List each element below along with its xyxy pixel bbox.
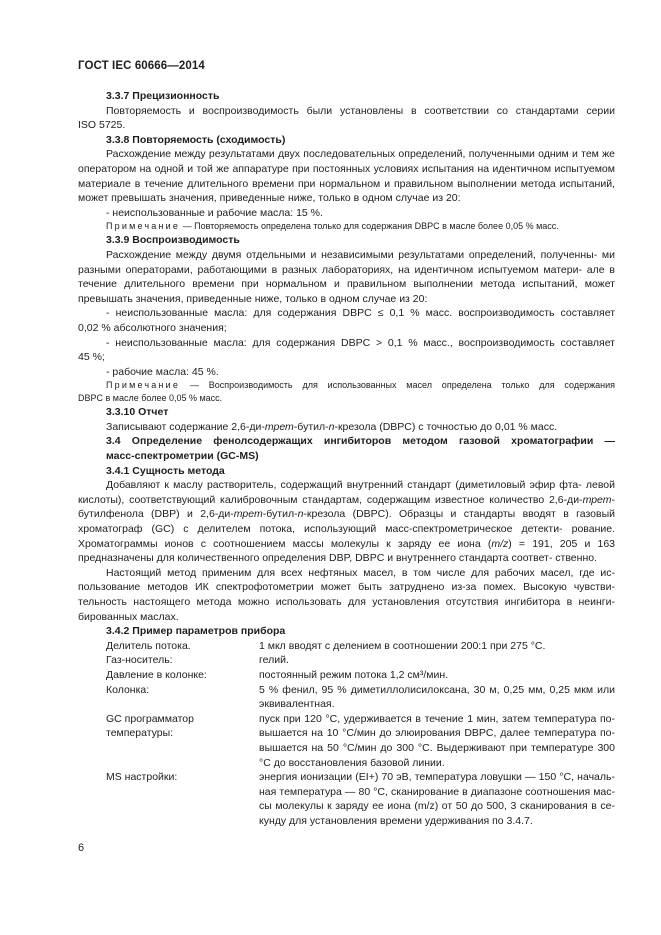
section-3-3-9-bullet-1-end: 0,02 % абсолютного значения; — [78, 321, 227, 334]
section-3-3-8-heading: 3.3.8 Повторяемость (сходимость) — [106, 133, 286, 146]
section-3-3-8-bullet: - неиспользованные и рабочие масла: 15 %. — [106, 206, 323, 219]
param-value: 1 мкл вводят с делением в соотношении 200:1 при 275 °C. — [259, 639, 546, 652]
param-value: пуск при 120 °C, удерживается в течение 1 мин, затем температура по- вышается на 10 °C/мин до элюирования DBPC, далее температура по- вышается на 50 °C/мин до 300 °C. Выдерживают при температуре 300 °C до восстановления базовой линии. — [259, 712, 615, 769]
section-3-3-9-heading: 3.3.9 Воспроизводимость — [106, 234, 240, 247]
param-value: постоянный режим потока 1,2 см³/мин. — [259, 668, 449, 681]
section-3-3-8-note — [78, 220, 615, 233]
note-text: — Воспроизводимость для использованных масел определена только для содержания — [180, 380, 615, 391]
param-value: энергия ионизации (EI+) 70 эВ, температура ловушки — 150 °C, началь- ная температура — 80 °C, сканирование в диапазоне соотношения мас- сы молекулы к заряду ее иона (m/z) от 50 до 500, 3 сканирования в се- кунду для установления времени удерживания по 3.4.7. — [259, 771, 615, 827]
param-label: Газ-носитель: — [106, 654, 173, 667]
section-3-4-1-heading: 3.4.1 Сущность метода — [106, 464, 225, 477]
page-body — [78, 89, 615, 829]
section-3-4-1-paragraph-1: Добавляют к маслу растворитель, содержащий внутренний стандарт (диметиловый эфир фта- левой кислоты), соответствующий калибровочным стандартам, содержащим известное количество 2,6-ди-трет-бутилфенола (DBP) и 2,6-ди-трет-бутил-n-крезола (DBPC). Образцы и стандарты вводят в газовый хроматограф (GC) с делителем потока, использующий масс-спектрометрическое детекти- рование. Хроматограммы ионов с соотношением массы молекулы к заряду ее иона (m/z) = 191, 205 и 163 предназначены для количественного определения DBP, DBPC и внутреннего стандарта соответ- ственно. — [78, 479, 615, 565]
section-3-3-8-paragraph: Расхождение между результатами двух последовательных определений, полученными одним и тем же оператором на одной и той же аппаратуре при постоянных условиях испытания на идентичном испытуемом материале в течение длительного времени при нормальном и правильном выполнении метода испытаний, может превышать значения, приведенные ниже, только в одном случае из 20: — [78, 148, 615, 205]
table-row — [106, 639, 615, 654]
param-label: Делитель потока. — [106, 639, 191, 652]
note-label: Примечание — [106, 380, 181, 391]
section-3-3-7-heading: 3.3.7 Прецизионность — [106, 90, 220, 102]
param-label: Колонка: — [106, 683, 150, 696]
table-row — [106, 770, 615, 828]
section-3-3-9-bullet-1: - неиспользованные масла: для содержания DBPC ≤ 0,1 % масс. воспроизводимость составляет — [106, 307, 615, 320]
note-label: Примечание — [106, 221, 181, 232]
param-value: 5 % фенил, 95 % диметиллолисилоксана, 30 м, 0,25 мм, 0,25 мкм или эквивалентная. — [259, 683, 615, 711]
param-label: Давление в колонке: — [106, 668, 207, 681]
section-3-3-10-text: Записывают содержание 2,6-ди-трет-бутил-n-крезола (DBPC) с точностью до 0,01 % масс. — [106, 420, 558, 433]
section-3-3-9-note-end: DBPC в масле более 0,05 % масс. — [78, 393, 223, 404]
section-3-3-9-note — [78, 379, 615, 392]
section-3-3-7-text-end: ISO 5725. — [78, 119, 126, 132]
section-3-3-9-bullet-2: - неиспользованные масла: для содержания DBPC > 0,1 % масс., воспроизводимость составляет — [106, 336, 615, 349]
section-3-4-2-heading: 3.4.2 Пример параметров прибора — [106, 625, 286, 638]
table-row — [106, 653, 615, 668]
param-label: MS настройки: — [106, 771, 178, 784]
section-3-4-1-paragraph-2: Настоящий метод применим для всех нефтяных масел, в том числе для рабочих масел, где ис- пользование методов ИК спектрофотометрии может быть затруднено из-за помех. Высокую чувстви- тельность настоящего метода можно использовать для установления отсутствия ингибитора в неинги- бированных маслах. — [78, 566, 615, 623]
table-row — [106, 712, 615, 770]
page-number: 6 — [78, 842, 85, 854]
section-3-3-9-bullet-3: - рабочие масла: 45 %. — [106, 365, 219, 378]
table-row — [106, 668, 615, 683]
section-3-4-heading: 3.4 Определение фенолсодержащих ингибиторов методом газовой хроматографии — — [106, 435, 615, 448]
section-3-3-7-text: Повторяемость и воспроизводимость были установлены в соответствии со стандартами серии — [106, 104, 615, 117]
section-3-4-heading-end: масс-спектрометрии (GC-MS) — [106, 450, 259, 463]
param-value: гелий. — [259, 654, 289, 667]
note-text: — Повторяемость определена только для содержания DBPC в масле более 0,05 % масс. — [180, 221, 559, 232]
param-label: GC программатор температуры: — [106, 712, 194, 740]
instrument-parameters-table — [106, 639, 615, 829]
section-3-3-9-bullet-2-end: 45 %; — [78, 351, 105, 364]
section-3-3-9-paragraph: Расхождение между двумя отдельными и независимыми результатами определений, полученны- ми разными операторами, работающими в разных лабораториях, на идентичном испытуемом матери- але в течение длительного времени при нормальном и правильном выполнении метода испытаний, может превышать значения, приведенные ниже, только в одном случае из 20: — [78, 248, 615, 305]
document-header: ГОСТ IEC 60666—2014 — [78, 60, 205, 72]
section-3-3-10-heading: 3.3.10 Отчет — [106, 406, 169, 419]
table-row — [106, 683, 615, 712]
